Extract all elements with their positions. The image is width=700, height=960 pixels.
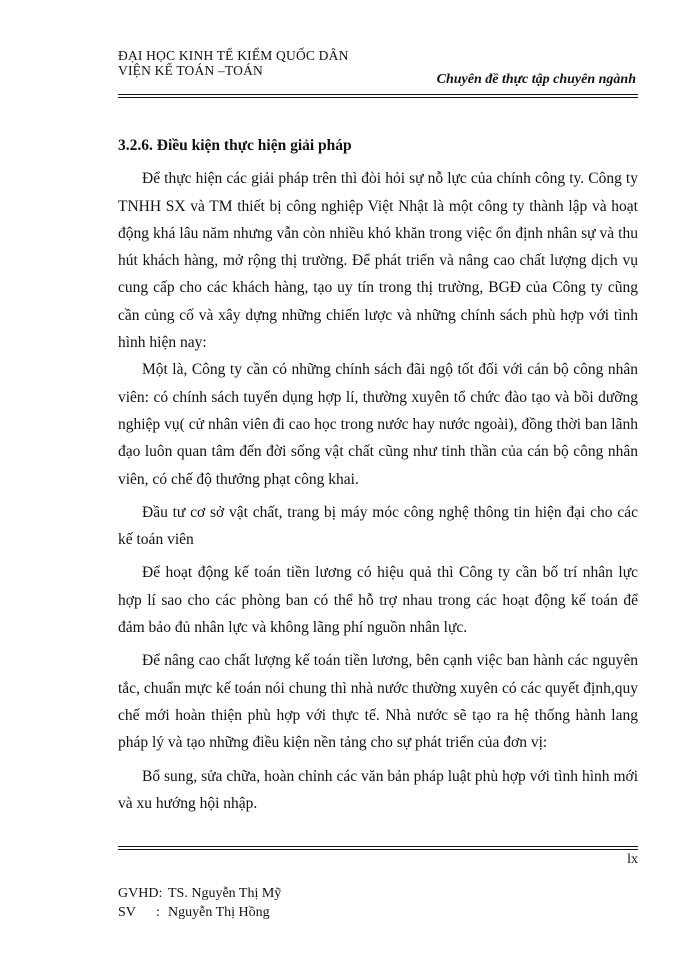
paragraph: Để hoạt động kế toán tiền lương có hiệu quả thì Công ty cần bố trí nhân lực hợp lí sao cho các phòng ban có thể hỗ trợ nhau trong các hoạt động kế toán để đảm bảo đủ nhân lực và không lãng phí nguồn nhân lực.	[118, 564, 638, 637]
advisor-name: TS. Nguyễn Thị Mỹ	[168, 886, 282, 901]
document-body	[118, 132, 638, 817]
paragraph: Để thực hiện các giải pháp trên thì đòi hỏi sự nỗ lực của chính công ty. Công ty TNHH SX và TM thiết bị công nghiệp Việt Nhật là một công ty thành lập và hoạt động khá lâu năm nhưng vẫn còn nhiều khó khăn trong việc ổn định nhân sự và thu hút khách hàng, mở rộng thị trường. Để phát triển và nâng cao chất lượng dịch vụ cung cấp cho các khách hàng, tạo uy tín trong thị trường, BGĐ của Công ty cũng cần củng cố và xây dựng những chiến lược và những chính sách phù hợp với tình hình hiện nay:	[118, 170, 638, 352]
report-type: Chuyên đề thực tập chuyên ngành	[436, 72, 636, 87]
student-line	[118, 903, 281, 922]
student-separator: :	[156, 905, 160, 920]
advisor-line	[118, 884, 281, 903]
paragraph: Để nâng cao chất lượng kế toán tiền lương, bên cạnh việc ban hành các nguyên tắc, chuẩn mực kế toán nói chung thì nhà nước thường xuyên có các quyết định,quy chế mới hoàn thiện phù hợp với thực tế. Nhà nước sẽ tạo ra hệ thống hành lang pháp lý và tạo những điều kiện nền tảng cho sự phát triển của đơn vị:	[118, 652, 638, 752]
paragraph: Bổ sung, sửa chữa, hoàn chỉnh các văn bản pháp luật phù hợp với tình hình mới và xu hướng hội nhập.	[118, 767, 638, 812]
section-heading: 3.2.6. Điều kiện thực hiện giải pháp	[118, 137, 352, 154]
institute-name: VIỆN KẾ TOÁN –TOÁN	[118, 63, 263, 78]
footer-rule-bottom	[118, 849, 638, 850]
page-header-institution	[118, 48, 349, 78]
page-number: lx	[627, 852, 638, 867]
advisor-label: GVHD:	[118, 886, 163, 901]
university-name: ĐẠI HỌC KINH TẾ KIỂM QUỐC DÂN	[118, 48, 349, 63]
footer-rule-top	[118, 846, 638, 847]
student-name: Nguyễn Thị Hồng	[168, 905, 270, 920]
paragraph: Đầu tư cơ sở vật chất, trang bị máy móc công nghệ thông tin hiện đại cho các kế toán viên	[118, 503, 638, 549]
header-rule-top	[118, 94, 638, 95]
header-rule-bottom	[118, 97, 638, 98]
paragraph: Một là, Công ty cần có những chính sách đãi ngộ tốt đối với cán bộ công nhân viên: có chính sách tuyển dụng hợp lí, thường xuyên tổ chức đào tạo và bồi dưỡng nghiệp vụ( cử nhân viên đi cao học trong nước hay nước ngoài), đồng thời ban lãnh đạo luôn quan tâm đến đời sống vật chất cũng như tinh thần của cán bộ công nhân viên, có chế độ thưởng phạt công khai.	[118, 361, 638, 488]
page-footer	[118, 884, 281, 922]
student-label: SV	[118, 905, 136, 920]
